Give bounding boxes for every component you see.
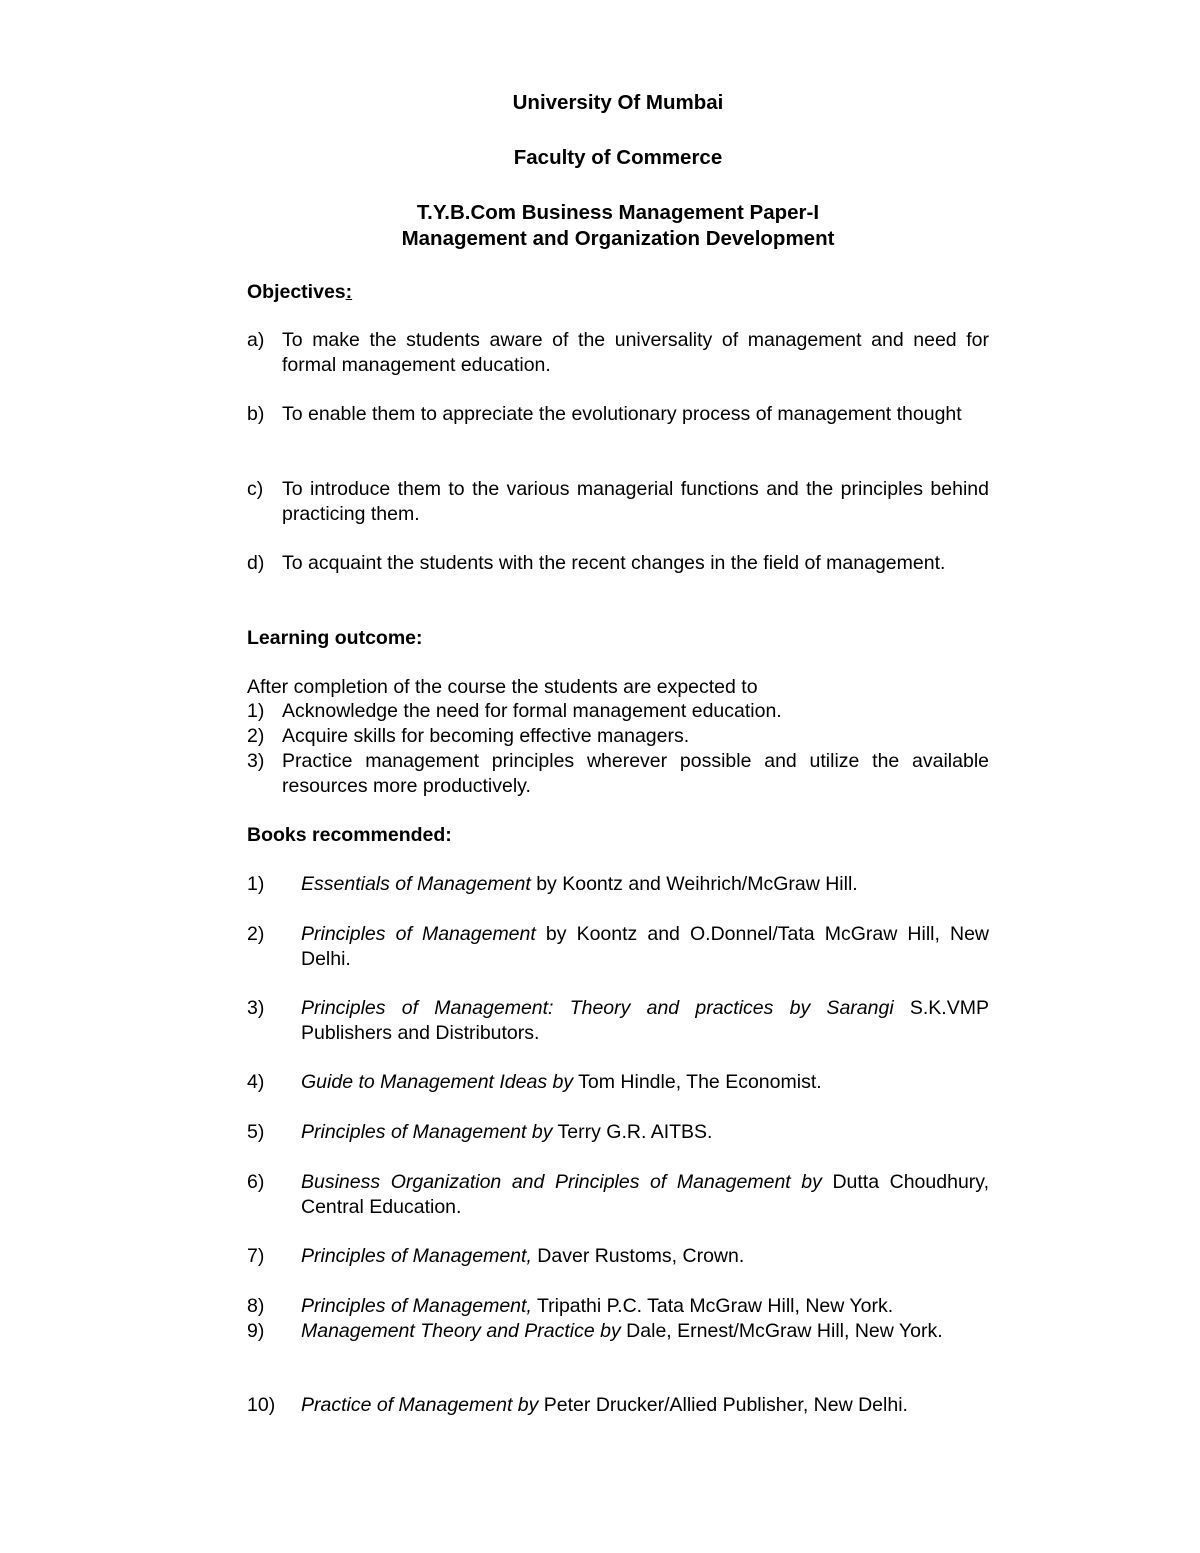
objective-item [247,477,989,526]
objectives-heading-text: Objectives [247,281,346,303]
book-title: Principles of Management by [301,1121,553,1143]
university-title: University Of Mumbai [512,91,724,114]
book-details: Peter Drucker/Allied Publisher, New Delhi. [538,1394,908,1416]
book-item [247,1244,989,1269]
outcome-marker: 3) [247,750,265,772]
book-text [301,1294,989,1319]
book-item [247,1070,989,1095]
book-marker: 5) [247,1121,265,1143]
book-details: by Koontz and O.Donnel/Tata McGraw Hill, New Delhi. [301,923,989,970]
book-title: Principles of Management, [301,1295,532,1317]
objective-text: To introduce them to the various managerial functions and the principles behind practicing them. [282,478,989,525]
objective-item [247,551,989,576]
book-text [301,1120,989,1145]
faculty-title: Faculty of Commerce [513,146,723,169]
book-details: Dutta Choudhury, Central Education. [301,1171,989,1218]
outcome-text: Acquire skills for becoming effective managers. [282,725,690,747]
book-details: by Koontz and Weihrich/McGraw Hill. [530,873,858,895]
book-item [247,1170,989,1219]
book-title: Practice of Management by [301,1394,539,1416]
book-details: S.K.VMP Publishers and Distributors. [301,997,989,1044]
outcome-marker: 1) [247,700,265,722]
book-title: Principles of Management, [301,1245,532,1267]
objectives-heading [247,280,352,305]
book-title: Essentials of Management [301,873,531,895]
book-item [247,1120,989,1145]
book-title: Business Organization and Principles of Management by [301,1171,822,1193]
book-marker: 8) [247,1295,265,1317]
book-item [247,1319,989,1344]
book-title: Principles of Management: Theory and practices by Sarangi [301,997,894,1019]
book-details: Terry G.R. AITBS. [552,1121,713,1143]
book-item [247,872,989,897]
book-item [247,922,989,971]
books-heading: Books recommended: [247,824,452,846]
book-marker: 2) [247,923,265,945]
objective-item [247,402,989,427]
book-marker: 9) [247,1320,265,1342]
book-item [247,1294,989,1319]
book-item [247,1393,989,1418]
book-marker: 10) [247,1394,276,1416]
objective-marker: c) [247,478,264,500]
book-text [301,922,989,971]
book-text [301,872,989,897]
objective-text: To make the students aware of the universality of management and need for formal management education. [282,329,989,376]
objective-marker: b) [247,403,265,425]
book-text [301,1244,989,1269]
book-title: Guide to Management Ideas by [301,1071,574,1093]
book-marker: 3) [247,997,265,1019]
book-text [301,1319,989,1344]
book-text [301,1393,989,1418]
objective-marker: a) [247,329,265,351]
book-title: Principles of Management [301,923,536,945]
objective-text: To enable them to appreciate the evolutionary process of management thought [282,403,962,425]
objective-text: To acquaint the students with the recent changes in the field of management. [282,552,946,574]
outcome-item [247,699,989,724]
subject-title: Management and Organization Development [401,227,835,250]
outcome-item [247,724,989,749]
book-item [247,996,989,1045]
book-marker: 1) [247,873,265,895]
outcome-text: Practice management principles wherever possible and utilize the available resources more productively. [282,750,989,797]
objective-item [247,328,989,377]
book-marker: 6) [247,1171,265,1193]
book-marker: 4) [247,1071,265,1093]
book-text [301,1070,989,1095]
learning-outcome-heading: Learning outcome: [247,627,423,649]
book-details: Tom Hindle, The Economist. [573,1071,822,1093]
book-title: Management Theory and Practice by [301,1320,621,1342]
book-marker: 7) [247,1245,265,1267]
outcome-item [247,749,989,798]
book-details: Dale, Ernest/McGraw Hill, New York. [620,1320,943,1342]
course-title: T.Y.B.Com Business Management Paper-I [416,201,820,224]
book-text [301,996,989,1045]
book-details: Daver Rustoms, Crown. [531,1245,745,1267]
book-details: Tripathi P.C. Tata McGraw Hill, New York. [531,1295,894,1317]
outcome-text: Acknowledge the need for formal management education. [282,700,782,722]
learning-outcome-intro: After completion of the course the students are expected to [247,676,758,698]
objectives-heading-colon: : [345,281,353,303]
outcome-marker: 2) [247,725,265,747]
objective-marker: d) [247,552,265,574]
book-text [301,1170,989,1219]
